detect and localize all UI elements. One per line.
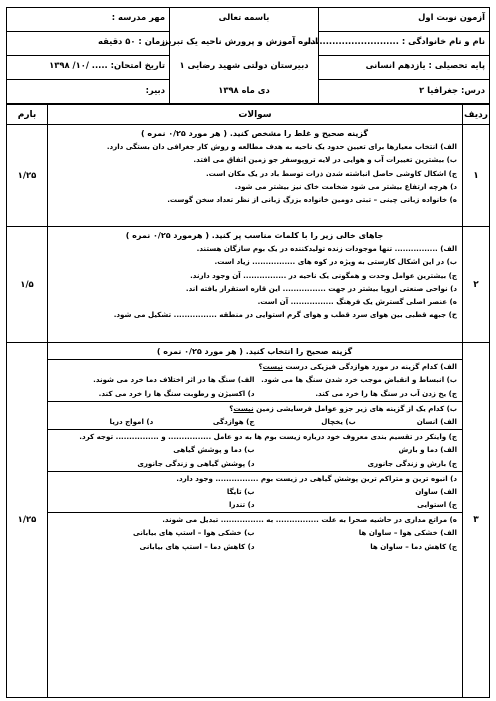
question-score: ۱/۲۵: [7, 343, 48, 698]
mcq-option: ج) استوایی: [417, 500, 457, 510]
questions-table: [6, 104, 490, 698]
mcq-option: الف) سنگ ها در اثر اختلاف دما خرد می شوند.: [93, 375, 255, 385]
statement-item: د) هرچه ارتفاع بیشتر می شود ضخامت خاک نیز بیشتر می شود.: [234, 181, 457, 191]
question-row: [7, 125, 490, 227]
question-title: جاهای خالی زیر را با کلمات مناسب پر کنید. ( هرمورد ۰/۲۵ نمره ): [125, 231, 384, 240]
question-title: گزینه صحیح و غلط را مشخص کنید. ( هر مورد ۰/۲۵ نمره ): [140, 129, 369, 138]
student-name-field: نام و نام خانوادگی : ...............................: [300, 36, 485, 46]
statement-item: ب) بیشترین تغییرات آب و هوایی در لایه تروپوسفر جو زمین اتفاق می افتد.: [193, 155, 457, 165]
mcq-stem: الف) کدام گزینه در مورد هوازدگی فیزیکی درست نیست؟: [258, 362, 457, 372]
grade-level: پایه تحصیلی : یازدهم انسانی: [365, 60, 485, 70]
question-row: [7, 343, 490, 698]
mcq-option: ب) یخچال: [321, 416, 356, 426]
header-middle-column: [163, 8, 319, 103]
header-left-column: [7, 8, 169, 103]
exam-month: دی ماه ۱۳۹۸: [218, 85, 270, 95]
header-right-column: [300, 8, 489, 103]
mcq-option: الف) دما و بارش: [398, 445, 457, 455]
mcq-stem: ب) کدام یک از گزینه های زیر جزو عوامل فرسایشی زمین نیست؟: [229, 403, 457, 413]
mcq-option: الف) خشکی هوا – ساوان ها: [358, 528, 457, 538]
statement-item: ه) خانواده زبانی چینی – تبتی دومین خانواده بزرگ زبانی از نظر تعداد سخن گوست.: [167, 194, 457, 204]
statement-item: ج) اشکال کاوشی حاصل انباشته شدن ذرات توسط باد در یک مکان است.: [205, 168, 457, 178]
mcq-option: د) تندرا: [228, 500, 255, 510]
barem-header: بارم: [7, 105, 48, 125]
fill-blank-item: د) نواحی صنعتی اروپا بیشتر در جهت ................ این قاره استقرار یافته اند.: [185, 283, 457, 293]
question-number: ۱: [463, 125, 490, 227]
question-row: [7, 227, 490, 343]
question-number: ۲: [463, 227, 490, 343]
exam-term: آزمون نوبت اول: [418, 12, 485, 22]
mcq-option: ب) دما و پوشش گیاهی: [173, 445, 255, 455]
questions-header: سوالات: [48, 105, 463, 125]
mcq-option: الف) ساوان: [415, 486, 457, 496]
exam-duration: زمان : ۵۰ دقیقه: [98, 36, 165, 46]
mcq-option: ج) کاهش دما – ساوان ها: [370, 541, 457, 551]
mcq-stem: ه) مراتع مداری در حاشیه صحرا به علت ................ به ................ تبدیل می شوند.: [162, 515, 457, 525]
mcq-option: ج) هوازدگی: [212, 416, 255, 426]
fill-blank-item: ب) در این اشکال کارستی به ویژه در کوه های ................ زیاد است.: [214, 257, 457, 267]
mcq-option: د) اکسیژن و رطوبت سنگ ها را خرد می کند.: [98, 388, 255, 398]
mcq-option: ب) انبساط و انقباض موجب خرد شدن سنگ ها می شود.: [261, 375, 457, 385]
mcq-stem: ج) واینکر در تقسیم بندی معروف خود درباره زیست بوم ها به دو عامل ................ و ................ توجه کرد.: [79, 432, 457, 442]
question-score: ۱/۲۵: [7, 125, 48, 227]
mcq-option: ج) یخ زدن آب در سنگ ها را خرد می کند.: [315, 388, 457, 398]
mcq-stem: د) انبوه ترین و متراکم ترین پوشش گیاهی در زیست بوم ................ وجود دارد.: [176, 473, 457, 483]
question-title: گزینه صحیح را انتخاب کنید. ( هر مورد ۰/۲۵ نمره ): [156, 347, 353, 356]
mcq-option: د) امواج دریا: [109, 416, 154, 426]
school-name: دبیرستان دولتی شهید رضایی ۱: [179, 60, 309, 70]
radif-header: ردیف: [463, 105, 490, 125]
school-stamp-label: مهر مدرسه :: [111, 12, 165, 22]
fill-blank-item: ه) عنصر اصلی گسترش یک فرهنگ ................ آن است.: [257, 296, 457, 306]
statement-item: الف) انتخاب معیارها برای تعیین حدود یک ناحیه به هدف مطالعه و روش کار جغرافی دان بستگی دارد.: [106, 142, 457, 152]
mcq-option: ب) خشکی هوا – استپ های بیابانی: [133, 528, 255, 538]
mcq-option: ب) تایگا: [226, 486, 255, 496]
mcq-option: د) پوشش گیاهی و زندگی جانوری: [137, 458, 255, 468]
question-number: ۳: [463, 343, 490, 698]
basmala: باسمه تعالی: [218, 12, 270, 22]
mcq-option: ج) بارش و زندگی جانوری: [367, 458, 457, 468]
fill-blank-item: ح) جبهه قطبی بین هوای سرد قطب و هوای گرم استوایی در منطقه ................ تشکیل می شود.: [113, 310, 457, 320]
exam-header: [6, 7, 490, 104]
education-office: اداره آموزش و پرورش ناحیه یک تبریز: [163, 36, 318, 46]
question-score: ۱/۵: [7, 227, 48, 343]
table-header-row: [7, 105, 490, 125]
mcq-option: الف) انسان: [416, 416, 457, 426]
fill-blank-item: ج) بیشترین عوامل وحدت و همگونی یک ناحیه در ................ آن وجود دارند.: [190, 270, 457, 280]
mcq-option: د) کاهش دما – استپ های بیابانی: [139, 541, 255, 551]
exam-date: تاریخ امتحان: ..... /۱۰/ ۱۳۹۸: [49, 60, 165, 70]
fill-blank-item: الف) ................ تنها موجودات زنده تولیدکننده در یک بوم سازگان هستند.: [196, 244, 457, 254]
teacher-label: دبیر:: [145, 85, 165, 95]
subject-name: درس: جغرافیا ۲: [419, 85, 485, 95]
